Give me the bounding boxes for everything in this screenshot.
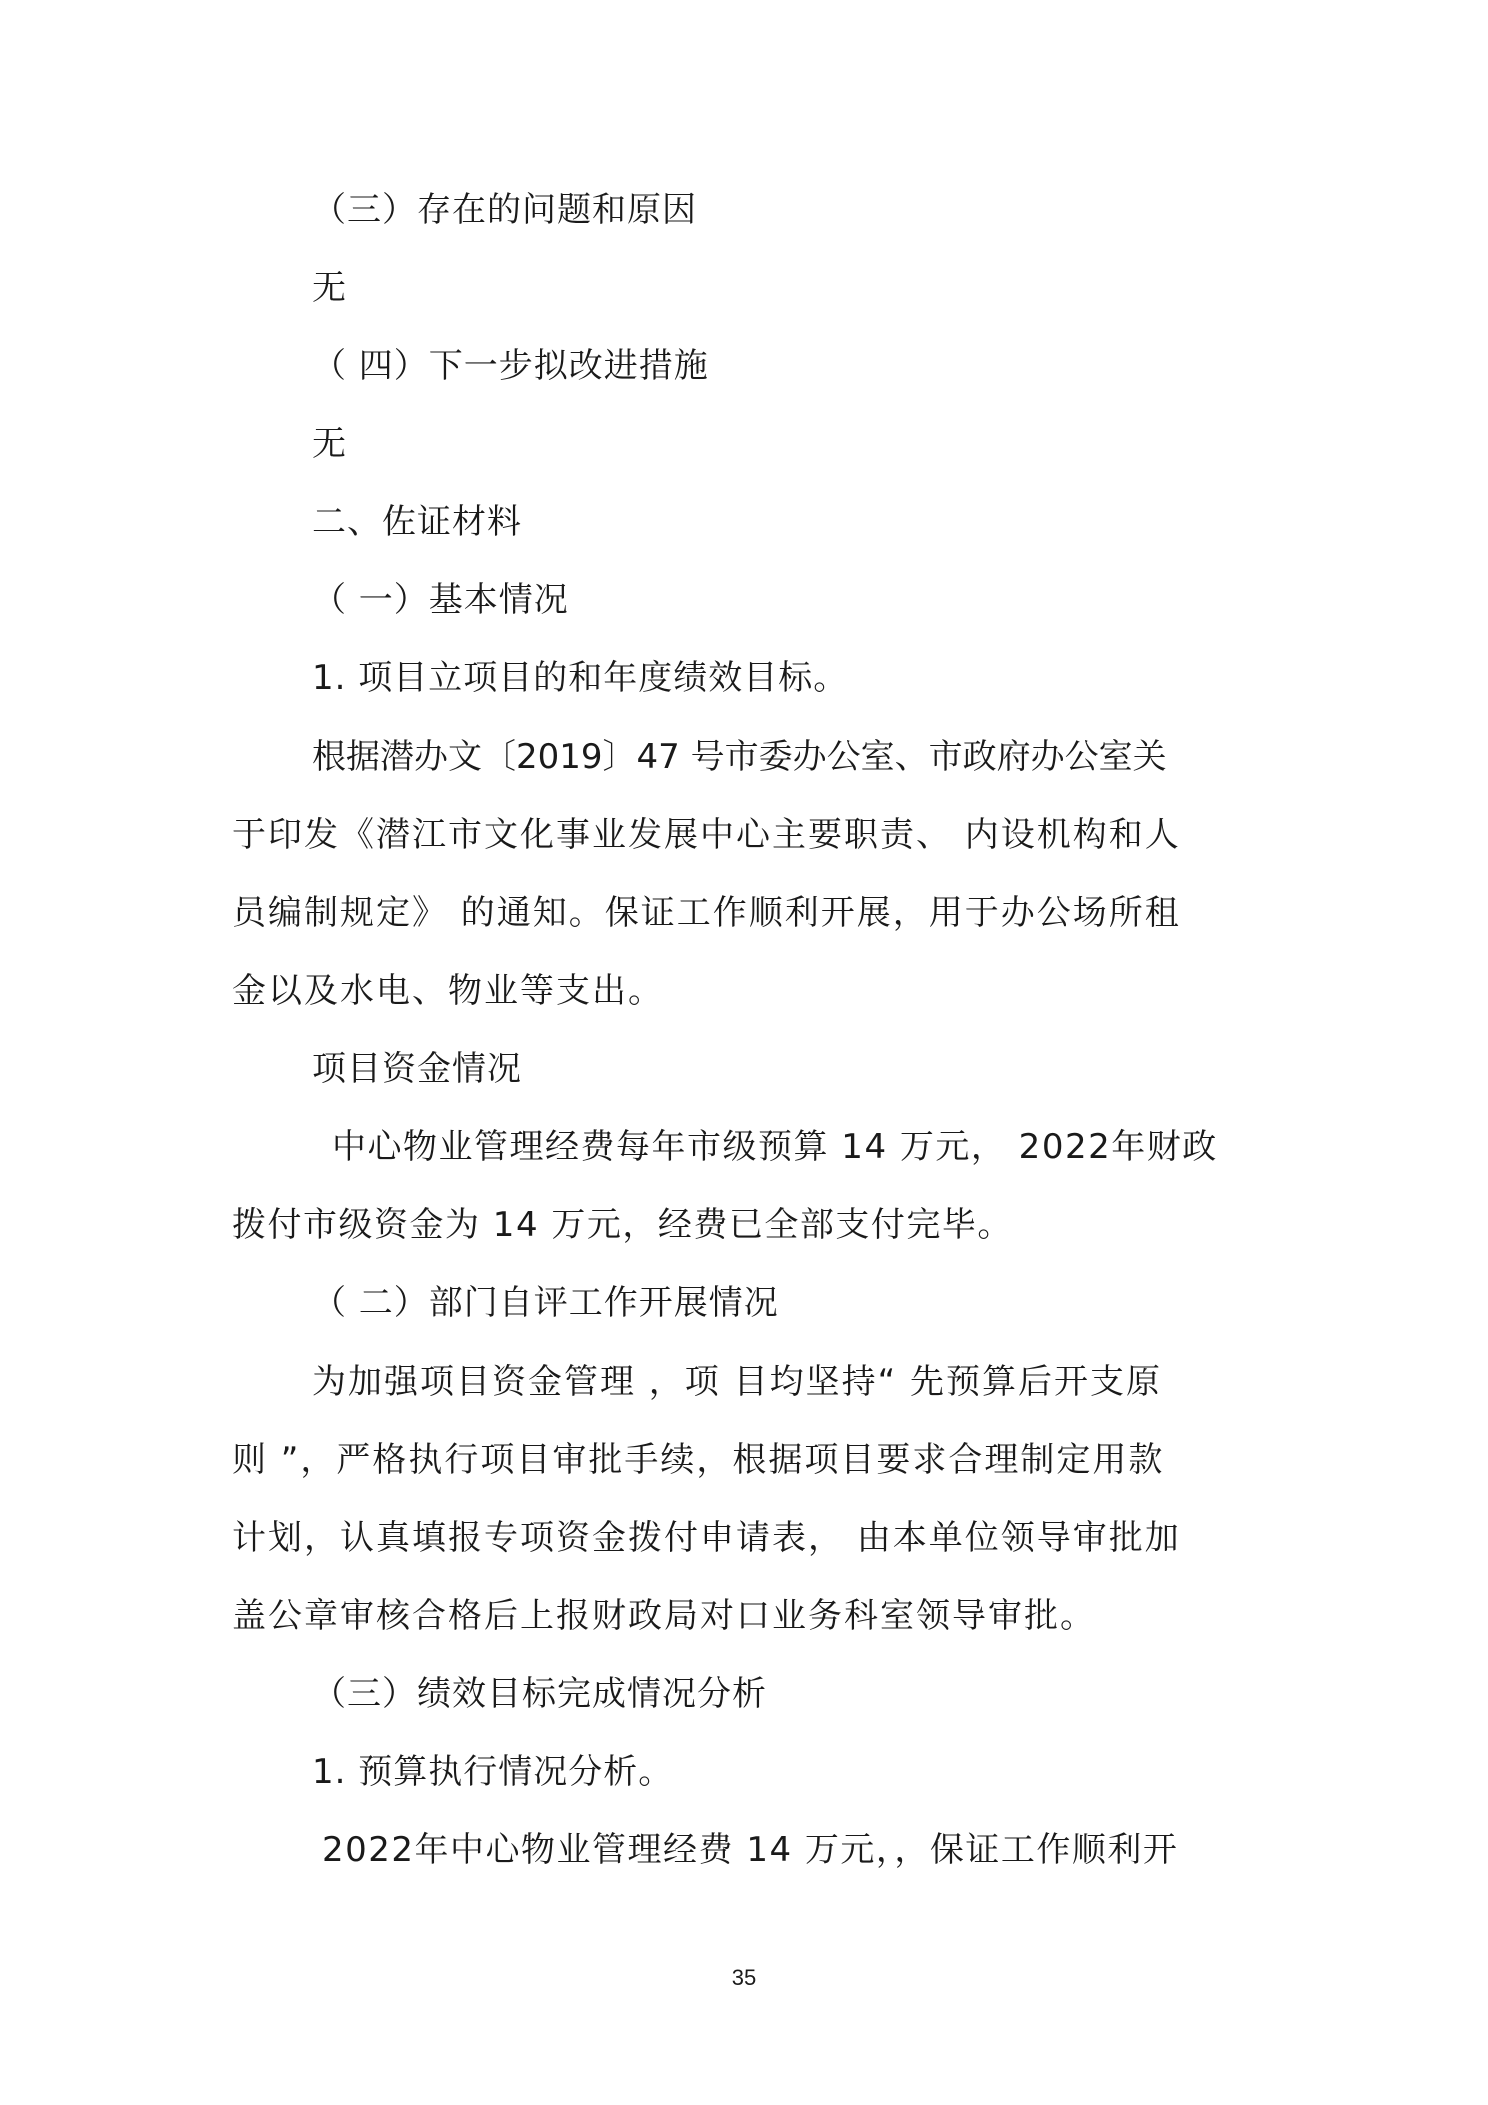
paragraph-line: 则 ”，严格执行项目审批手续，根据项目要求合理制定用款	[232, 1440, 1165, 1480]
paragraph-line: 2022年中心物业管理经费 14 万元，，保证工作顺利开	[322, 1830, 1179, 1870]
paragraph-line: 计划，认真填报专项资金拨付申请表， 由本单位领导审批加	[232, 1518, 1181, 1558]
page-number: 35	[731, 1965, 757, 1990]
subsection-heading-self-eval: （ 二）部门自评工作开展情况	[312, 1283, 779, 1323]
section-heading-improvements: （ 四）下一步拟改进措施	[312, 346, 709, 386]
subheading-funding: 项目资金情况	[312, 1049, 522, 1089]
paragraph-text: 无	[312, 268, 347, 308]
paragraph-text: 无	[312, 424, 347, 464]
paragraph-line: 员编制规定》 的通知。保证工作顺利开展，用于办公场所租	[232, 893, 1181, 933]
paragraph-line	[312, 737, 1260, 777]
section-heading-evidence: 二、佐证材料	[312, 502, 522, 542]
numbered-item: 1. 项目立项目的和年度绩效目标。	[312, 658, 849, 698]
paragraph-line: 拨付市级资金为 14 万元，经费已全部支付完毕。	[232, 1205, 1013, 1245]
numbered-item: 1. 预算执行情况分析。	[312, 1752, 674, 1792]
paragraph-line: 盖公章审核合格后上报财政局对口业务科室领导审批。	[232, 1596, 1096, 1636]
paragraph-line: 中心物业管理经费每年市级预算 14 万元， 2022年财政	[332, 1127, 1218, 1167]
subsection-heading-basic: （ 一）基本情况	[312, 580, 569, 620]
section-heading-problems: （三）存在的问题和原因	[312, 190, 697, 230]
paragraph-line: 金以及水电、物业等支出。	[232, 971, 664, 1011]
text-run: 根据潜办文〔2019〕47 号市委办公室、市政府办公室关	[312, 737, 1167, 777]
paragraph-line: 于印发《潜江市文化事业发展中心主要职责、 内设机构和人	[232, 815, 1181, 855]
subsection-heading-performance: （三）绩效目标完成情况分析	[312, 1674, 767, 1714]
paragraph-line: 为加强项目资金管理 ，项 目均坚持“ 先预算后开支原	[312, 1362, 1163, 1402]
